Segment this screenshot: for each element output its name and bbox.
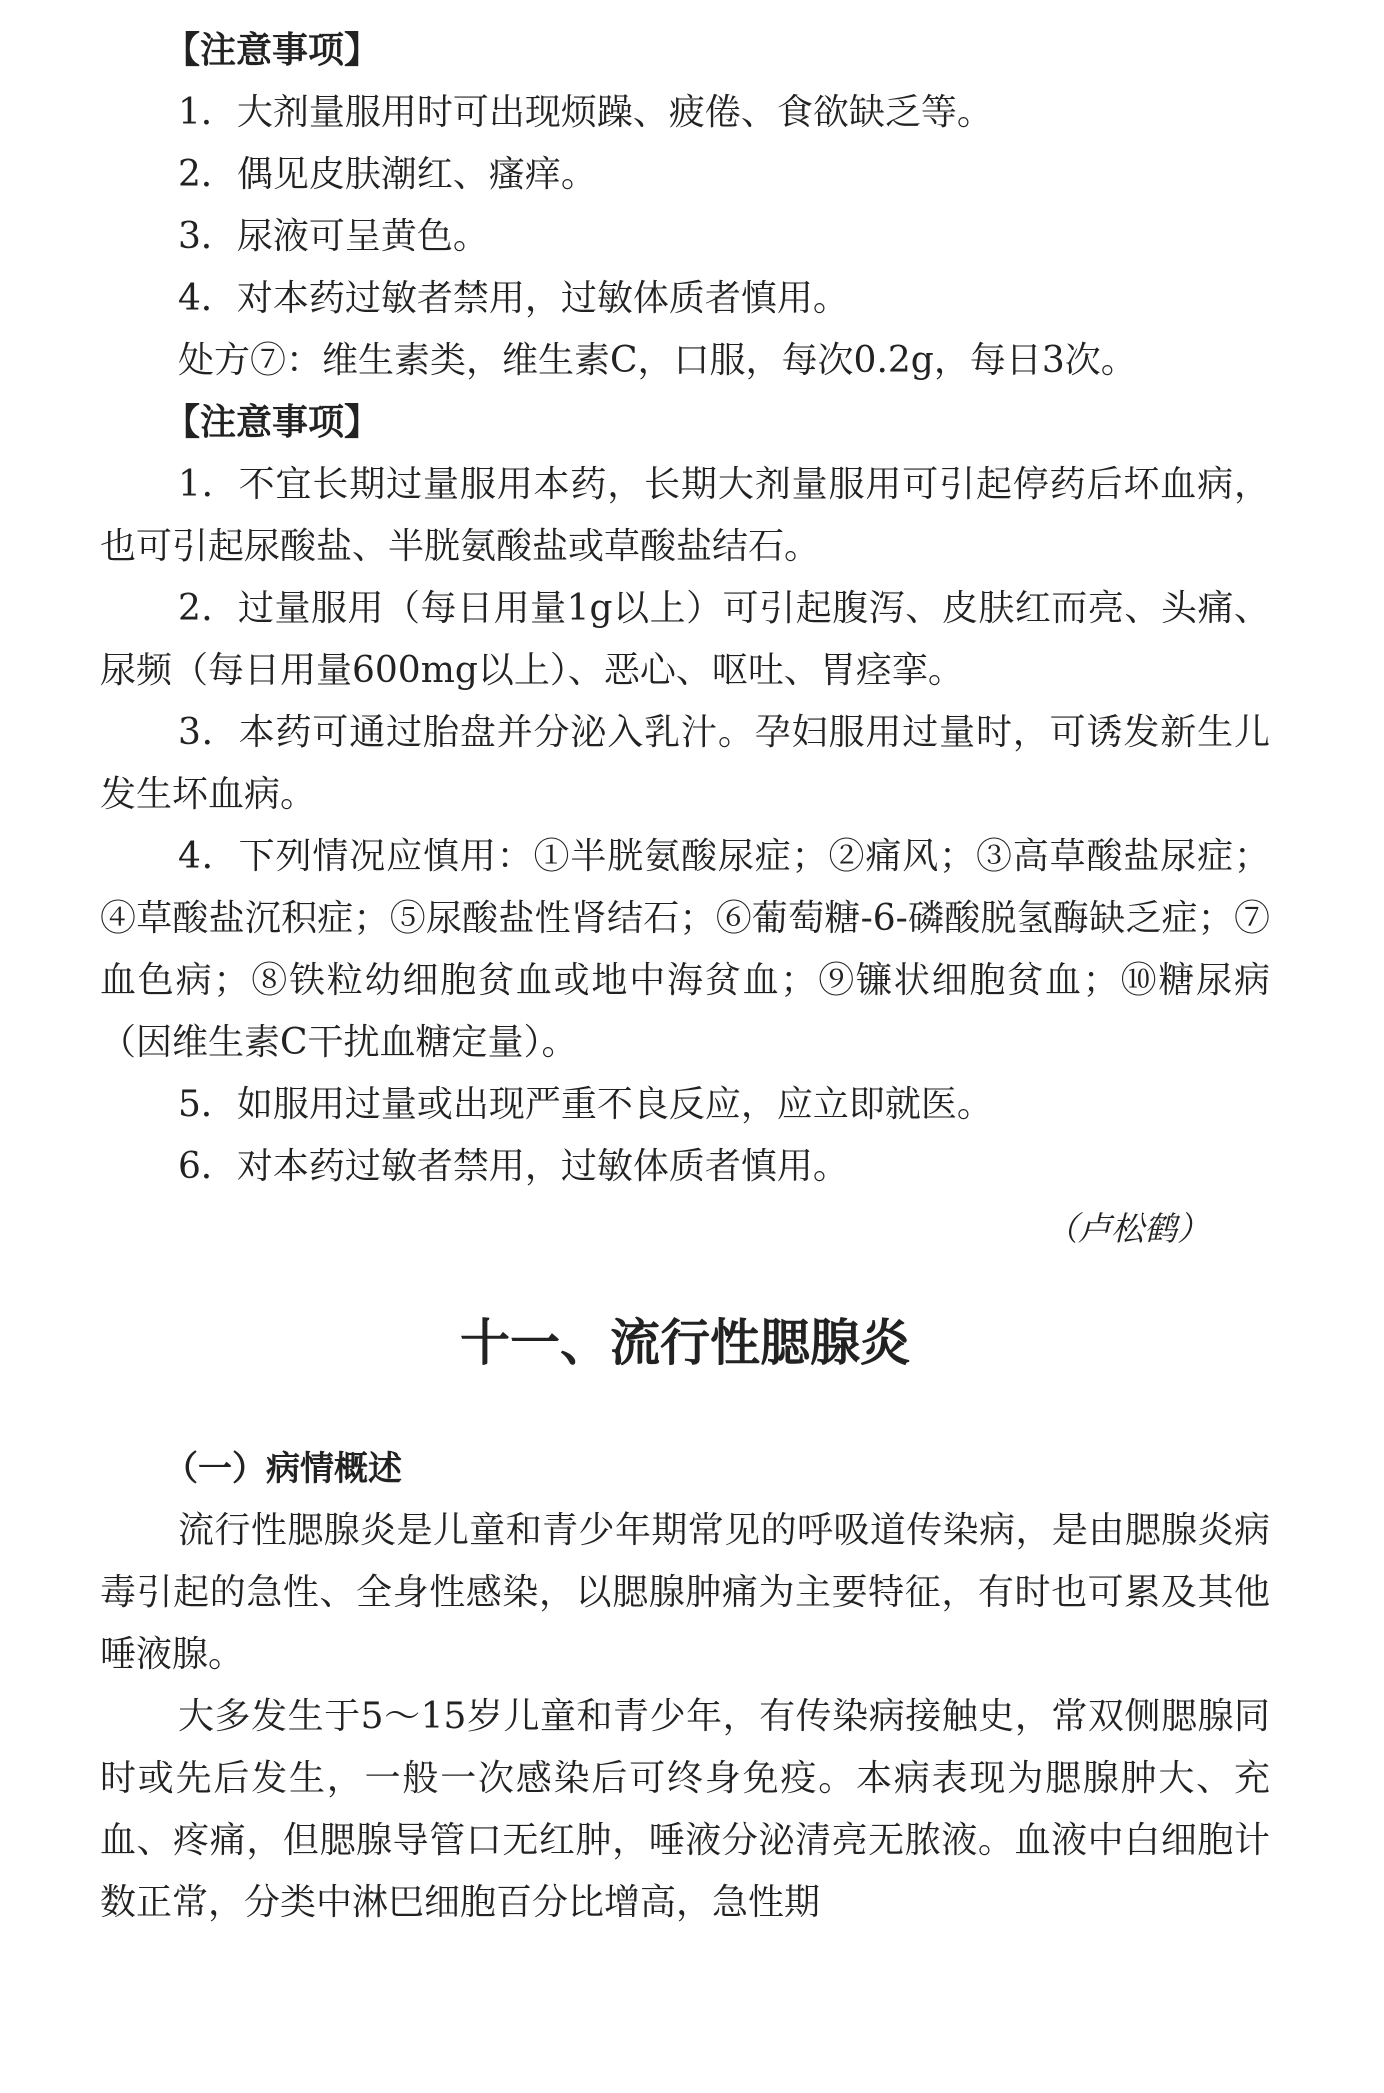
precaution-item: 6．对本药过敏者禁用，过敏体质者慎用。	[178, 1146, 849, 1187]
prescription-line: 处方⑦：维生素类，维生素C，口服，每次0.2g，每日3次。	[178, 340, 1137, 381]
section-subheading: （一）病情概述	[164, 1449, 402, 1489]
precaution-item: 2．偶见皮肤潮红、瘙痒。	[178, 154, 597, 195]
precaution-item: 1．大剂量服用时可出现烦躁、疲倦、食欲缺乏等。	[178, 92, 993, 133]
precautions-heading-2: 【注意事项】	[164, 402, 381, 443]
precaution-item: 1．不宜长期过量服用本药，长期大剂量服用可引起停药后坏血病，也可引起尿酸盐、半胱氨酸盐或草酸盐结石。	[100, 464, 1270, 567]
precaution-item: 4．对本药过敏者禁用，过敏体质者慎用。	[178, 278, 849, 319]
section-title: 十一、流行性腮腺炎	[460, 1314, 910, 1372]
precaution-item: 3．尿液可呈黄色。	[178, 216, 489, 257]
body-paragraph: 大多发生于5～15岁儿童和青少年，有传染病接触史，常双侧腮腺同时或先后发生，一般一次感染后可终身免疫。本病表现为腮腺肿大、充血、疼痛，但腮腺导管口无红肿，唾液分泌清亮无脓液。血液中白细胞计数正常，分类中淋巴细胞百分比增高，急性期	[100, 1696, 1270, 1923]
document-page	[100, 20, 1270, 1934]
precaution-item: 2．过量服用（每日用量1g以上）可引起腹泻、皮肤红而亮、头痛、尿频（每日用量600mg以上）、恶心、呕吐、胃痉挛。	[100, 588, 1270, 691]
precaution-item: 3．本药可通过胎盘并分泌入乳汁。孕妇服用过量时，可诱发新生儿发生坏血病。	[100, 712, 1270, 815]
precaution-item: 5．如服用过量或出现严重不良反应，应立即就医。	[178, 1084, 993, 1125]
body-paragraph: 流行性腮腺炎是儿童和青少年期常见的呼吸道传染病，是由腮腺炎病毒引起的急性、全身性感染，以腮腺肿痛为主要特征，有时也可累及其他唾液腺。	[100, 1510, 1270, 1675]
precautions-heading-1: 【注意事项】	[164, 30, 381, 71]
author-credit: （卢松鹤）	[1045, 1209, 1210, 1248]
precaution-item: 4．下列情况应慎用：①半胱氨酸尿症；②痛风；③高草酸盐尿症；④草酸盐沉积症；⑤尿酸盐性肾结石；⑥葡萄糖-6-磷酸脱氢酶缺乏症；⑦血色病；⑧铁粒幼细胞贫血或地中海贫血；⑨镰状细胞贫血；⑩糖尿病（因维生素C干扰血糖定量）。	[100, 836, 1270, 1063]
